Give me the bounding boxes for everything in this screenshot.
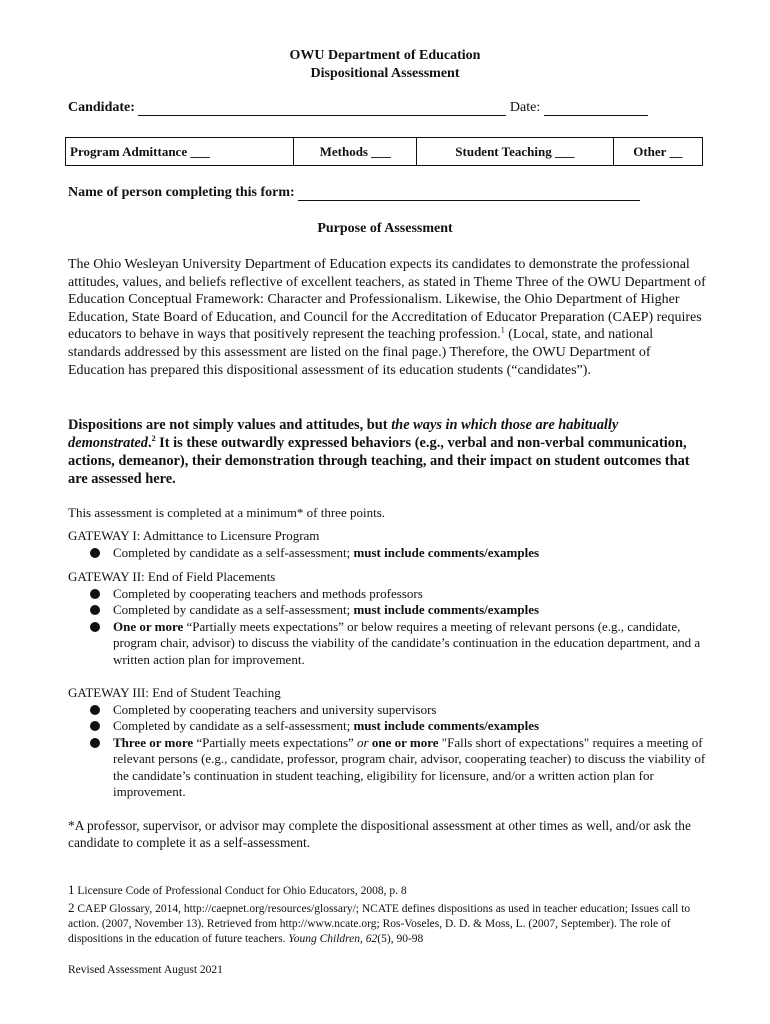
program-stage-table bbox=[65, 137, 703, 166]
gateway-3-item bbox=[68, 702, 708, 719]
footnote-2 bbox=[68, 900, 708, 947]
item-text: Completed by cooperating teachers and methods professors bbox=[113, 585, 423, 601]
bullet-icon bbox=[90, 605, 100, 615]
intro-text: This assessment is completed at a minimum* of three points. bbox=[68, 505, 386, 520]
person-completing-row bbox=[68, 185, 640, 201]
revision-note: Revised Assessment August 2021 bbox=[68, 964, 223, 976]
gateway-2-item bbox=[68, 619, 708, 669]
bullet-icon bbox=[90, 548, 100, 558]
item-bold: Three or more bbox=[113, 734, 194, 750]
item-bold: must include comments/examples bbox=[353, 602, 540, 617]
dispositions-text-2: It is these outwardly expressed behaviors (e.g., verbal and non-verbal communication, actions, demeanor), their demonstration through teaching, and their impact on student outcomes that are assessed here. bbox=[68, 435, 690, 487]
item-text: Completed by candidate as a self-assessment; bbox=[113, 544, 354, 560]
dispositions-italic: the ways in which those are habitually demonstrated bbox=[68, 417, 619, 451]
bullet-icon bbox=[90, 721, 100, 731]
item-bold: One or more bbox=[113, 618, 184, 634]
purpose-text-1: The Ohio Wesleyan University Department of Education expects its candidates to demonstrate the professional attitudes, values, and beliefs reflective of excellent teachers, as stated in Theme Three of the OWU Department of Education Conceptual Framework: Character and Professionalism. Likewise, the Ohio Department of Higher Education, State Board of Education, and Council for the Accreditation of Educator Preparation (CAEP) requires educators to behave in ways that positively represent the teaching profession. bbox=[68, 257, 706, 343]
candidate-row bbox=[68, 100, 648, 116]
bullet-icon bbox=[90, 622, 100, 632]
date-label: Date: bbox=[509, 100, 541, 115]
item-italic: or bbox=[357, 734, 369, 750]
program-admittance-option[interactable]: Program Admittance ___ bbox=[66, 138, 294, 166]
gateway-1-title: GATEWAY I: Admittance to Licensure Program bbox=[68, 528, 320, 543]
document-subtitle: Dispositional Assessment bbox=[310, 66, 460, 81]
person-completing-field[interactable] bbox=[298, 186, 640, 201]
purpose-text-2: (Local, state, and national standards addressed by this assessment are listed on the final page.) Therefore, the OWU Department of Education has prepared this dispositional assessment of its education students (“candidates”). bbox=[68, 327, 654, 378]
person-completing-label: Name of person completing this form: bbox=[68, 185, 295, 200]
footnote-1-number: 1 bbox=[68, 882, 75, 897]
bullet-icon bbox=[90, 589, 100, 599]
asterisk-note: *A professor, supervisor, or advisor may complete the dispositional assessment at other times as well, and/or ask the candidate to complete it as a self-assessment. bbox=[68, 818, 691, 850]
footnote-2-text: CAEP Glossary, 2014, http://caepnet.org/resources/glossary/; NCATE defines dispositions as used in teacher education; Issues call to action. (2007, November 13). Retrieved from http://www.ncate.org; Ros-Voseles, D. D. & Moss, L. (2007, September). The role of dispositions in the education of future teachers. bbox=[68, 903, 691, 945]
candidate-label: Candidate: bbox=[68, 100, 135, 115]
other-option[interactable]: Other __ bbox=[613, 138, 702, 166]
purpose-paragraph bbox=[68, 256, 708, 379]
gateway-3-item bbox=[68, 735, 708, 801]
item-text: “Partially meets expectations” bbox=[193, 734, 358, 750]
gateway-2-item bbox=[68, 586, 708, 603]
gateway-3-title: GATEWAY III: End of Student Teaching bbox=[68, 685, 281, 700]
item-text: “Partially meets expectations” or below requires a meeting of relevant persons (e.g., candidate, program chair, advisor) to discuss the viability of the candidate’s continuation in the education department, and a written action plan for improvement. bbox=[113, 618, 701, 667]
item-bold: one or more bbox=[368, 734, 439, 750]
gateway-2-title: GATEWAY II: End of Field Placements bbox=[68, 569, 276, 584]
dispositions-text-1: Dispositions are not simply values and attitudes, but bbox=[68, 417, 392, 433]
gateway-1 bbox=[68, 528, 708, 561]
bullet-icon bbox=[90, 705, 100, 715]
candidate-name-field[interactable] bbox=[138, 101, 506, 116]
footnote-2-journal: Young Children, 62 bbox=[288, 933, 378, 945]
date-field[interactable] bbox=[544, 101, 648, 116]
gateway-2-item bbox=[68, 602, 708, 619]
item-text: "Falls short of expectations" requires a meeting of relevant persons (e.g., candidate, professor, program chair, advisor, cooperating teacher) to discuss the viability of the candidate’s continuation in student teaching, eligibility for licensure, and/or a written action plan for improvement. bbox=[113, 734, 706, 799]
footnote-2-tail: (5), 90-98 bbox=[377, 933, 424, 945]
item-bold: must include comments/examples bbox=[353, 718, 540, 733]
gateway-3 bbox=[68, 685, 708, 801]
footnote-ref-1: 1 bbox=[500, 325, 505, 335]
gateway-1-item bbox=[68, 545, 708, 562]
dispositions-paragraph bbox=[68, 416, 708, 488]
dispositions-period: . bbox=[147, 435, 152, 451]
item-bold: must include comments/examples bbox=[353, 544, 540, 560]
item-text: Completed by candidate as a self-assessment; bbox=[113, 602, 354, 617]
gateway-2 bbox=[68, 569, 708, 668]
footnote-1-text: Licensure Code of Professional Conduct for Ohio Educators, 2008, p. 8 bbox=[74, 885, 407, 897]
student-teaching-option[interactable]: Student Teaching ___ bbox=[417, 138, 614, 166]
footnote-2-number: 2 bbox=[68, 900, 75, 915]
item-text: Completed by cooperating teachers and university supervisors bbox=[113, 701, 437, 717]
gateway-3-item bbox=[68, 718, 708, 735]
footnote-ref-2: 2 bbox=[151, 434, 156, 444]
footnote-1 bbox=[68, 882, 708, 899]
bullet-icon bbox=[90, 738, 100, 748]
document-title: OWU Department of Education bbox=[289, 48, 481, 63]
methods-option[interactable]: Methods ___ bbox=[294, 138, 417, 166]
item-text: Completed by candidate as a self-assessment; bbox=[113, 718, 354, 733]
purpose-heading: Purpose of Assessment bbox=[317, 221, 453, 236]
